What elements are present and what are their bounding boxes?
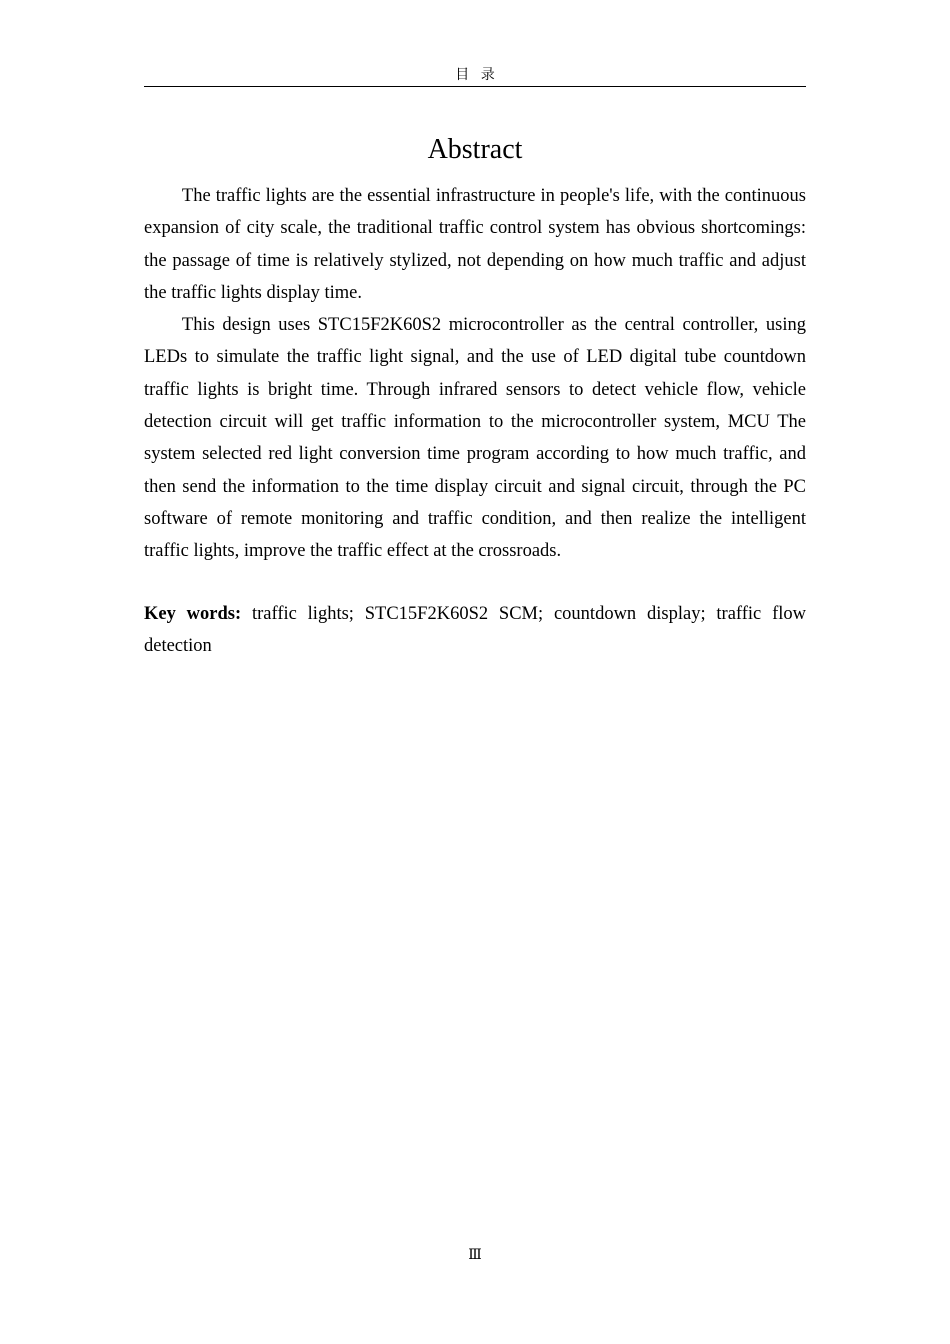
running-header: 目 录 [455,68,495,83]
keywords-text: traffic lights; STC15F2K60S2 SCM; countdown display; traffic flow detection [144,604,807,657]
keywords-line [144,598,806,663]
page-number: Ⅲ [468,1248,482,1263]
header-rule [144,86,806,87]
abstract-paragraph-2: This design uses STC15F2K60S2 microcontroller as the central controller, using LEDs to simulate the traffic light signal, and the use of LED digital tube countdown traffic lights is bright time. Through infrared sensors to detect vehicle flow, vehicle detection circuit will get traffic information to the microcontroller system, MCU The system selected red light conversion time program according to how much traffic, and then send the information to the time display circuit and signal circuit, through the PC software of remote monitoring and traffic condition, and then realize the intelligent traffic lights, improve the traffic effect at the crossroads. [144,315,806,562]
abstract-title: Abstract [427,134,523,165]
abstract-body [144,180,806,568]
abstract-paragraph-1: The traffic lights are the essential infrastructure in people's life, with the continuous expansion of city scale, the traditional traffic control system has obvious shortcomings: the passage of time is relatively stylized, not depending on how much traffic and adjust the traffic lights display time. [144,186,806,303]
keywords-label: Key words: [144,604,242,624]
